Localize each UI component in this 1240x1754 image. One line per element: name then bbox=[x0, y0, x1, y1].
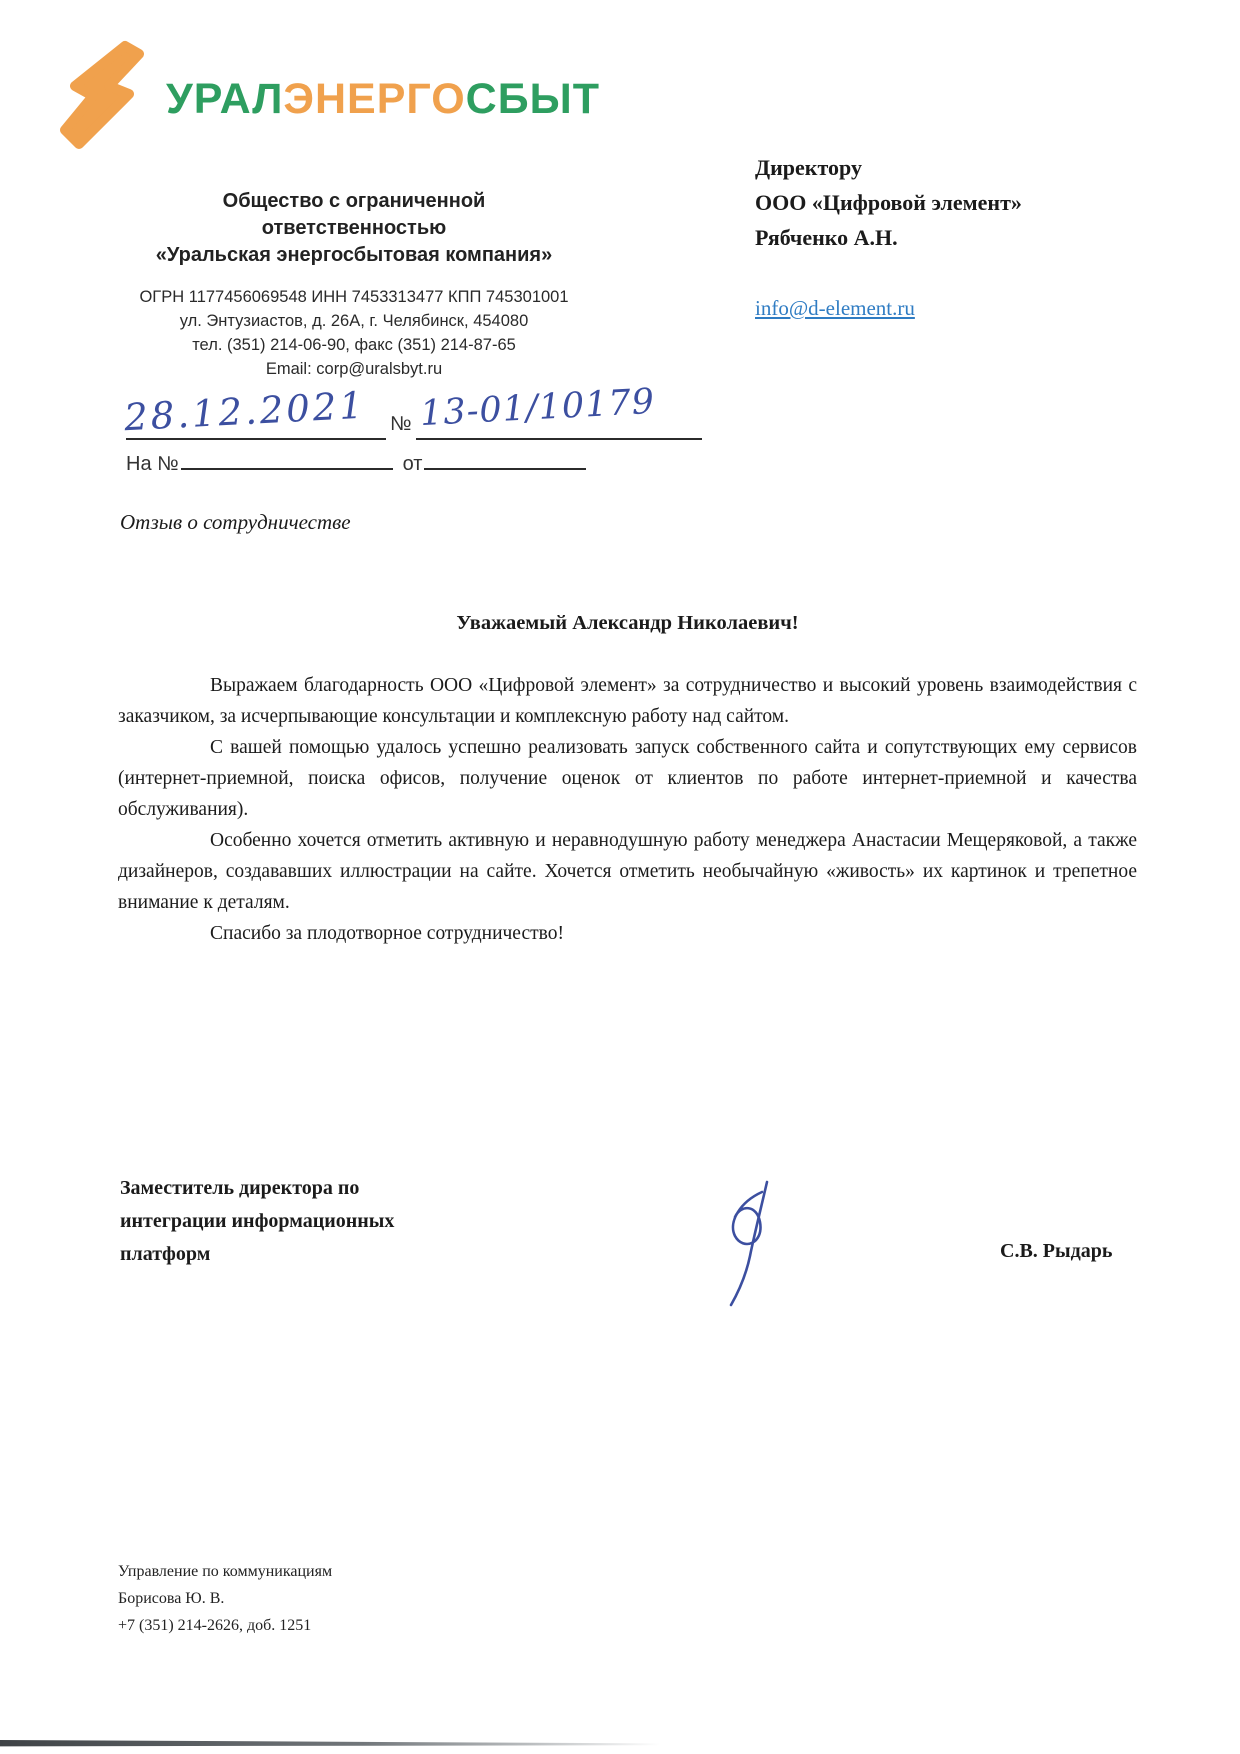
body-paragraph-1: Выражаем благодарность ООО «Цифровой элемент» за сотрудничество и высокий уровень взаимодействия с заказчиком, за исчерпывающие консультации и комплексную работу над сайтом. bbox=[118, 675, 1137, 727]
sender-requisites bbox=[108, 285, 600, 381]
logo-part-sbyt: СБЫТ bbox=[465, 74, 600, 123]
recipient-block bbox=[755, 150, 1022, 255]
executor-name: Борисова Ю. В. bbox=[118, 1590, 225, 1607]
logo-part-energo: ЭНЕРГО bbox=[283, 74, 466, 123]
sender-company-name bbox=[108, 188, 600, 269]
reply-number-blank bbox=[181, 450, 393, 470]
reply-date-blank bbox=[424, 450, 586, 470]
body-paragraph-3: Особенно хочется отметить активную и неравнодушную работу менеджера Анастасии Мещеряковой, а также дизайнеров, создававших иллюстрации на сайте. Хочется отметить необычайную «живость» их картинок и трепетное внимание к деталям. bbox=[118, 830, 1137, 913]
sender-name-line3: «Уральская энергосбытовая компания» bbox=[155, 244, 553, 266]
letter-subject: Отзыв о сотрудничестве bbox=[120, 510, 351, 534]
reply-prefix: На № bbox=[126, 453, 179, 475]
sender-phones: тел. (351) 214-06-90, факс (351) 214-87-65 bbox=[192, 336, 516, 354]
executor-phone: +7 (351) 214-2626, доб. 1251 bbox=[118, 1617, 312, 1634]
sender-address: ул. Энтузиастов, д. 26А, г. Челябинск, 454080 bbox=[179, 312, 529, 330]
signer-name: С.В. Рыдарь bbox=[1000, 1240, 1113, 1262]
number-sign: № bbox=[390, 413, 412, 435]
sender-block bbox=[108, 188, 600, 381]
signer-title-line2: интеграции информационных bbox=[120, 1210, 395, 1232]
company-logo bbox=[58, 40, 600, 152]
signer-title-line1: Заместитель директора по bbox=[120, 1177, 360, 1199]
sender-email: Email: corp@uralsbyt.ru bbox=[265, 360, 443, 378]
recipient-company: ООО «Цифровой элемент» bbox=[755, 190, 1022, 215]
handwritten-number: 13-01/10179 bbox=[419, 381, 656, 435]
body-paragraph-2: С вашей помощью удалось успешно реализовать запуск собственного сайта и сопутствующих ему сервисов (интернет-приемной, поиска офисов, получение оценок от клиентов по работе интернет-приемной и качества обслуживания). bbox=[118, 737, 1137, 820]
signer-title-line3: платформ bbox=[120, 1243, 211, 1265]
handwritten-signature bbox=[706, 1178, 786, 1308]
scan-artifact-line bbox=[0, 1739, 660, 1747]
letter-body bbox=[118, 670, 1137, 949]
sender-name-line2: ответственностью bbox=[261, 217, 447, 239]
logo-part-ural: УРАЛ bbox=[166, 74, 284, 123]
date-underline bbox=[126, 438, 386, 440]
executor-department: Управление по коммуникациям bbox=[118, 1563, 333, 1580]
number-underline bbox=[416, 438, 702, 440]
handwritten-date: 28.12.2021 bbox=[123, 383, 367, 440]
sender-ogrn-inn-kpp: ОГРН 1177456069548 ИНН 7453313477 КПП 745301001 bbox=[139, 288, 569, 306]
date-number-row bbox=[118, 381, 738, 448]
reply-from-label: от bbox=[402, 453, 423, 475]
executor-block bbox=[118, 1558, 332, 1639]
recipient-position: Директору bbox=[755, 155, 862, 180]
salutation: Уважаемый Александр Николаевич! bbox=[456, 612, 799, 634]
sender-name-line1: Общество с ограниченной bbox=[222, 190, 486, 212]
reply-reference-row bbox=[126, 450, 586, 476]
body-paragraph-4: Спасибо за плодотворное сотрудничество! bbox=[210, 923, 564, 944]
recipient-person: Рябченко А.Н. bbox=[755, 225, 898, 250]
recipient-email-link[interactable]: info@d-element.ru bbox=[755, 296, 915, 320]
logo-wordmark bbox=[166, 75, 600, 124]
signer-title bbox=[120, 1172, 480, 1271]
lightning-bolt-icon bbox=[58, 40, 150, 152]
